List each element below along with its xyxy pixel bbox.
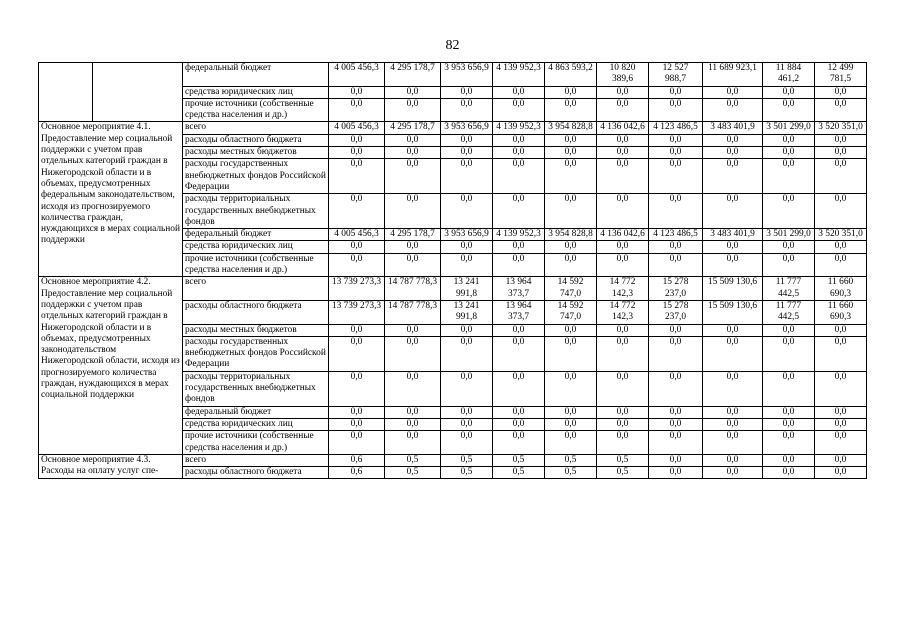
value-cell: 11 884 461,2: [763, 63, 815, 87]
value-cell: 0,0: [703, 418, 763, 430]
value-cell: 15 509 130,6: [703, 277, 763, 301]
value-cell: 0,0: [493, 194, 545, 229]
value-cell: 15 278 237,0: [649, 300, 703, 324]
value-cell: 0,0: [545, 324, 597, 336]
value-cell: 0,0: [649, 159, 703, 194]
value-cell: 0,0: [385, 253, 441, 277]
value-cell: 0,0: [493, 406, 545, 418]
value-cell: 0,0: [329, 431, 385, 455]
value-cell: 0,0: [649, 467, 703, 479]
value-cell: 4 136 042,6: [597, 122, 649, 134]
value-cell: 4 139 952,3: [493, 63, 545, 87]
value-cell: 0,0: [763, 134, 815, 146]
value-cell: 0,0: [763, 147, 815, 159]
value-cell: 0,0: [329, 86, 385, 98]
value-cell: 0,0: [329, 324, 385, 336]
value-cell: 14 787 778,3: [385, 277, 441, 301]
value-cell: 0,0: [329, 134, 385, 146]
value-cell: 12 527 988,7: [649, 63, 703, 87]
value-cell: 0,0: [329, 253, 385, 277]
value-cell: 0,0: [815, 324, 867, 336]
value-cell: 0,0: [385, 418, 441, 430]
value-cell: 0,0: [703, 194, 763, 229]
value-cell: 0,6: [329, 467, 385, 479]
funding-source: расходы областного бюджета: [183, 467, 329, 479]
value-cell: 0,0: [385, 324, 441, 336]
value-cell: 3 954 828,8: [545, 122, 597, 134]
value-cell: 0,0: [441, 98, 493, 122]
value-cell: 0,0: [545, 241, 597, 253]
funding-source: всего: [183, 277, 329, 301]
value-cell: 0,0: [649, 371, 703, 406]
table-row: [39, 122, 867, 134]
value-cell: 0,0: [763, 241, 815, 253]
value-cell: 0,0: [703, 253, 763, 277]
value-cell: 0,0: [597, 406, 649, 418]
value-cell: 0,0: [545, 418, 597, 430]
value-cell: 0,0: [649, 134, 703, 146]
value-cell: 0,0: [763, 418, 815, 430]
value-cell: 3 520 351,0: [815, 229, 867, 241]
value-cell: 0,0: [763, 194, 815, 229]
value-cell: 0,0: [329, 98, 385, 122]
value-cell: 12 499 781,5: [815, 63, 867, 87]
value-cell: 0,0: [763, 336, 815, 371]
value-cell: 0,0: [815, 371, 867, 406]
value-cell: 0,5: [493, 467, 545, 479]
value-cell: 14 772 142,3: [597, 277, 649, 301]
value-cell: 4 295 178,7: [385, 63, 441, 87]
value-cell: 0,0: [329, 336, 385, 371]
value-cell: 0,0: [649, 147, 703, 159]
value-cell: 0,0: [815, 253, 867, 277]
value-cell: 0,0: [815, 159, 867, 194]
blank-cell: [39, 63, 93, 122]
value-cell: 0,0: [597, 324, 649, 336]
table-body: [39, 63, 867, 479]
value-cell: 0,0: [385, 159, 441, 194]
value-cell: 13 739 273,3: [329, 277, 385, 301]
value-cell: 3 953 656,9: [441, 63, 493, 87]
value-cell: 0,0: [649, 431, 703, 455]
funding-source: прочие источники (собственные средства населения и др.): [183, 431, 329, 455]
value-cell: 0,0: [441, 134, 493, 146]
value-cell: 3 483 401,9: [703, 229, 763, 241]
value-cell: 0,0: [763, 86, 815, 98]
value-cell: 0,0: [385, 371, 441, 406]
value-cell: 0,0: [597, 147, 649, 159]
value-cell: 0,0: [545, 371, 597, 406]
value-cell: 13 241 991,8: [441, 300, 493, 324]
funding-source: расходы местных бюджетов: [183, 324, 329, 336]
funding-source: расходы местных бюджетов: [183, 147, 329, 159]
value-cell: 0,0: [597, 194, 649, 229]
value-cell: 0,0: [815, 467, 867, 479]
value-cell: 15 278 237,0: [649, 277, 703, 301]
measure-description: Основное мероприятие 4.3. Расходы на оплату услуг спе-: [39, 454, 183, 479]
value-cell: 0,0: [441, 431, 493, 455]
funding-source: федеральный бюджет: [183, 406, 329, 418]
value-cell: 0,0: [493, 418, 545, 430]
funding-source: федеральный бюджет: [183, 63, 329, 87]
value-cell: 4 295 178,7: [385, 122, 441, 134]
value-cell: 0,5: [441, 467, 493, 479]
value-cell: 14 787 778,3: [385, 300, 441, 324]
value-cell: 3 954 828,8: [545, 229, 597, 241]
value-cell: 0,0: [815, 147, 867, 159]
value-cell: 0,0: [815, 454, 867, 466]
value-cell: 0,0: [815, 86, 867, 98]
value-cell: 0,0: [385, 336, 441, 371]
value-cell: 0,0: [703, 336, 763, 371]
value-cell: 11 660 690,3: [815, 300, 867, 324]
value-cell: 4 139 952,3: [493, 122, 545, 134]
value-cell: 0,0: [545, 194, 597, 229]
value-cell: 0,0: [545, 431, 597, 455]
value-cell: 0,0: [493, 147, 545, 159]
value-cell: 0,0: [441, 86, 493, 98]
value-cell: 0,0: [597, 241, 649, 253]
budget-table: [38, 62, 867, 479]
value-cell: 0,0: [815, 98, 867, 122]
value-cell: 0,0: [385, 98, 441, 122]
value-cell: 0,0: [649, 324, 703, 336]
value-cell: 0,0: [649, 86, 703, 98]
value-cell: 0,5: [597, 467, 649, 479]
value-cell: 0,0: [763, 159, 815, 194]
value-cell: 4 123 486,5: [649, 122, 703, 134]
value-cell: 0,0: [649, 98, 703, 122]
table-row: [39, 63, 867, 87]
value-cell: 0,0: [815, 406, 867, 418]
value-cell: 0,0: [763, 406, 815, 418]
value-cell: 0,0: [763, 371, 815, 406]
value-cell: 0,0: [649, 406, 703, 418]
value-cell: 0,0: [597, 371, 649, 406]
value-cell: 0,0: [815, 418, 867, 430]
value-cell: 0,0: [493, 431, 545, 455]
value-cell: 0,0: [597, 253, 649, 277]
value-cell: 0,0: [385, 194, 441, 229]
value-cell: 13 739 273,3: [329, 300, 385, 324]
value-cell: 0,0: [649, 336, 703, 371]
funding-source: средства юридических лиц: [183, 241, 329, 253]
value-cell: 11 689 923,1: [703, 63, 763, 87]
table-row: [39, 454, 867, 466]
value-cell: 4 136 042,6: [597, 229, 649, 241]
value-cell: 0,0: [597, 134, 649, 146]
value-cell: 0,0: [545, 336, 597, 371]
value-cell: 0,0: [385, 86, 441, 98]
value-cell: 0,0: [329, 194, 385, 229]
value-cell: 0,0: [649, 241, 703, 253]
measure-description: Основное мероприятие 4.1. Предоставление мер социальной поддержки с учетом прав отдельных категорий граждан в Нижегородской области и в объемах, предусмотренных федеральным законодательством, исходя из прогнозируемого количества граждан, нуждающихся в мерах социальной поддержки: [39, 122, 183, 277]
value-cell: 0,0: [597, 418, 649, 430]
value-cell: 0,0: [329, 159, 385, 194]
value-cell: 0,0: [545, 147, 597, 159]
value-cell: 0,0: [597, 431, 649, 455]
value-cell: 0,0: [545, 86, 597, 98]
value-cell: 0,0: [597, 86, 649, 98]
value-cell: 0,0: [329, 406, 385, 418]
value-cell: 0,0: [703, 371, 763, 406]
value-cell: 0,0: [815, 194, 867, 229]
value-cell: 4 005 456,3: [329, 122, 385, 134]
value-cell: 0,0: [597, 159, 649, 194]
funding-source: прочие источники (собственные средства населения и др.): [183, 253, 329, 277]
value-cell: 0,0: [703, 134, 763, 146]
value-cell: 0,0: [385, 134, 441, 146]
value-cell: 0,0: [763, 253, 815, 277]
value-cell: 0,5: [545, 467, 597, 479]
value-cell: 11 777 442,5: [763, 300, 815, 324]
value-cell: 0,0: [441, 336, 493, 371]
value-cell: 13 241 991,8: [441, 277, 493, 301]
value-cell: 3 501 299,0: [763, 229, 815, 241]
value-cell: 11 777 442,5: [763, 277, 815, 301]
value-cell: 0,0: [441, 253, 493, 277]
value-cell: 0,6: [329, 454, 385, 466]
value-cell: 11 660 690,3: [815, 277, 867, 301]
value-cell: 0,0: [329, 241, 385, 253]
value-cell: 0,0: [703, 454, 763, 466]
value-cell: 0,0: [703, 406, 763, 418]
value-cell: 0,0: [329, 147, 385, 159]
value-cell: 0,0: [763, 431, 815, 455]
value-cell: 0,0: [329, 418, 385, 430]
value-cell: 0,0: [703, 159, 763, 194]
value-cell: 0,0: [815, 336, 867, 371]
value-cell: 0,0: [493, 253, 545, 277]
value-cell: 0,0: [385, 406, 441, 418]
funding-source: прочие источники (собственные средства населения и др.): [183, 98, 329, 122]
value-cell: 0,0: [597, 98, 649, 122]
value-cell: 3 483 401,9: [703, 122, 763, 134]
value-cell: 0,0: [703, 467, 763, 479]
value-cell: 0,0: [441, 147, 493, 159]
value-cell: 0,0: [493, 86, 545, 98]
value-cell: 0,0: [649, 418, 703, 430]
value-cell: 0,5: [597, 454, 649, 466]
value-cell: 3 520 351,0: [815, 122, 867, 134]
value-cell: 0,0: [493, 134, 545, 146]
value-cell: 4 139 952,3: [493, 229, 545, 241]
value-cell: 0,0: [493, 371, 545, 406]
value-cell: 0,0: [815, 134, 867, 146]
value-cell: 0,0: [597, 336, 649, 371]
value-cell: 0,0: [385, 241, 441, 253]
value-cell: 0,0: [703, 431, 763, 455]
value-cell: 0,0: [763, 454, 815, 466]
value-cell: 14 772 142,3: [597, 300, 649, 324]
value-cell: 14 592 747,0: [545, 277, 597, 301]
value-cell: 0,0: [649, 454, 703, 466]
value-cell: 0,0: [545, 98, 597, 122]
measure-description: Основное мероприятие 4.2. Предоставление мер социальной поддержки с учетом прав отдельных категорий граждан в Нижегородской области и в объемах, предусмотренных законодательством Нижегородской области, исходя из прогнозируемого количества граждан, нуждающихся в мерах социальной поддержки: [39, 277, 183, 454]
value-cell: 0,0: [545, 406, 597, 418]
value-cell: 0,0: [815, 241, 867, 253]
value-cell: 0,0: [763, 98, 815, 122]
value-cell: 0,0: [441, 241, 493, 253]
value-cell: 0,0: [493, 324, 545, 336]
value-cell: 0,0: [703, 86, 763, 98]
value-cell: 0,0: [385, 431, 441, 455]
value-cell: 0,0: [703, 98, 763, 122]
value-cell: 0,5: [545, 454, 597, 466]
funding-source: расходы территориальных государственных внебюджетных фондов: [183, 371, 329, 406]
funding-source: всего: [183, 122, 329, 134]
page-number: 82: [445, 38, 460, 53]
funding-source: всего: [183, 454, 329, 466]
value-cell: 0,0: [493, 336, 545, 371]
funding-source: средства юридических лиц: [183, 418, 329, 430]
value-cell: 0,0: [493, 159, 545, 194]
value-cell: 0,5: [441, 454, 493, 466]
value-cell: 0,0: [385, 147, 441, 159]
funding-source: расходы территориальных государственных внебюджетных фондов: [183, 194, 329, 229]
funding-source: расходы государственных внебюджетных фондов Российской Федерации: [183, 159, 329, 194]
value-cell: 10 820 389,6: [597, 63, 649, 87]
value-cell: 4 295 178,7: [385, 229, 441, 241]
funding-source: средства юридических лиц: [183, 86, 329, 98]
table-row: [39, 277, 867, 301]
value-cell: 4 863 593,2: [545, 63, 597, 87]
value-cell: 0,0: [545, 134, 597, 146]
value-cell: 3 953 656,9: [441, 122, 493, 134]
value-cell: 0,0: [763, 467, 815, 479]
value-cell: 0,5: [385, 467, 441, 479]
value-cell: 0,0: [649, 194, 703, 229]
blank-cell: [93, 63, 183, 122]
value-cell: 0,0: [815, 431, 867, 455]
value-cell: 0,0: [493, 241, 545, 253]
value-cell: 0,5: [385, 454, 441, 466]
funding-source: расходы областного бюджета: [183, 134, 329, 146]
value-cell: 4 123 486,5: [649, 229, 703, 241]
value-cell: 0,0: [441, 324, 493, 336]
value-cell: 0,0: [703, 147, 763, 159]
value-cell: 0,0: [545, 159, 597, 194]
value-cell: 0,0: [441, 418, 493, 430]
value-cell: 4 005 456,3: [329, 229, 385, 241]
value-cell: 3 501 299,0: [763, 122, 815, 134]
value-cell: 0,5: [493, 454, 545, 466]
value-cell: 0,0: [703, 324, 763, 336]
value-cell: 0,0: [441, 371, 493, 406]
value-cell: 0,0: [545, 253, 597, 277]
funding-source: расходы областного бюджета: [183, 300, 329, 324]
value-cell: 0,0: [441, 159, 493, 194]
value-cell: 14 592 747,0: [545, 300, 597, 324]
value-cell: 0,0: [493, 98, 545, 122]
value-cell: 13 964 373,7: [493, 277, 545, 301]
value-cell: 4 005 456,3: [329, 63, 385, 87]
funding-source: федеральный бюджет: [183, 229, 329, 241]
value-cell: 0,0: [763, 324, 815, 336]
value-cell: 3 953 656,9: [441, 229, 493, 241]
value-cell: 13 964 373,7: [493, 300, 545, 324]
value-cell: 15 509 130,6: [703, 300, 763, 324]
funding-source: расходы государственных внебюджетных фондов Российской Федерации: [183, 336, 329, 371]
value-cell: 0,0: [649, 253, 703, 277]
value-cell: 0,0: [441, 194, 493, 229]
value-cell: 0,0: [703, 241, 763, 253]
value-cell: 0,0: [329, 371, 385, 406]
value-cell: 0,0: [441, 406, 493, 418]
